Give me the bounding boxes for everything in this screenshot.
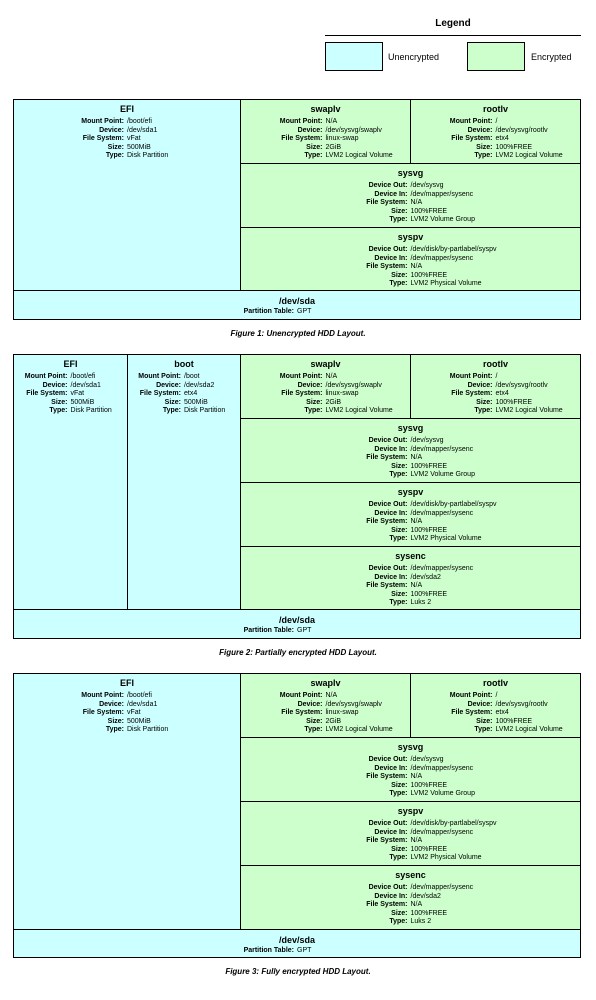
group-title: sysvg: [397, 423, 424, 433]
prop-value: N/A: [325, 118, 338, 125]
prop-key: File System:: [366, 837, 408, 844]
fig2-boot-partition: [127, 354, 241, 610]
prop-key: Device Out:: [368, 501, 408, 508]
prop-key: Mount Point:: [449, 692, 493, 699]
prop-key: Type:: [474, 152, 493, 159]
prop-key: Type:: [389, 599, 408, 606]
legend-swatch-unencrypted: [325, 42, 383, 71]
prop-value: /dev/sda2: [184, 381, 215, 389]
fig1-efi-partition: [13, 99, 241, 291]
prop-key: Mount Point:: [138, 373, 181, 380]
prop-value: LVM2 Logical Volume: [495, 726, 563, 733]
fig3-sysvg-group: [240, 737, 581, 802]
prop-key: Size:: [391, 526, 408, 534]
prop-value: N/A: [325, 373, 338, 380]
prop-key: Type:: [389, 790, 408, 797]
prop-value: N/A: [410, 901, 423, 908]
prop-key: Type:: [474, 407, 493, 414]
prop-value: /dev/mapper/sysenc: [410, 190, 474, 198]
partition-title: EFI: [63, 359, 78, 369]
prop-value: etx4: [495, 135, 509, 142]
fig2-syspv-volume: [240, 482, 581, 547]
fig2-efi-partition: [13, 354, 128, 610]
prop-key: Type:: [389, 918, 408, 925]
prop-key: File System:: [82, 709, 124, 716]
prop-key: Mount Point:: [81, 692, 124, 699]
prop-value: N/A: [410, 518, 423, 525]
prop-value: etx4: [495, 390, 509, 397]
prop-value: N/A: [410, 582, 423, 589]
volume-title: swaplv: [310, 678, 341, 688]
prop-value: 500MiB: [184, 398, 208, 406]
prop-key: File System:: [26, 390, 68, 397]
volume-title: swaplv: [310, 359, 341, 369]
prop-key: Mount Point:: [279, 118, 323, 125]
prop-value: LVM2 Logical Volume: [325, 152, 393, 159]
prop-key: Mount Point:: [449, 373, 493, 380]
prop-value: /dev/sysvg: [410, 437, 444, 444]
prop-value: GPT: [297, 947, 312, 954]
prop-key: Partition Table:: [243, 947, 294, 954]
prop-key: File System:: [366, 263, 408, 270]
prop-key: Device Out:: [368, 884, 408, 891]
prop-value: 100%FREE: [410, 781, 448, 789]
prop-value: LVM2 Volume Group: [410, 790, 475, 797]
prop-key: Device Out:: [368, 820, 408, 827]
prop-key: File System:: [281, 390, 323, 397]
prop-key: Device:: [42, 381, 68, 389]
prop-value: 100%FREE: [410, 909, 448, 917]
prop-value: etx4: [495, 709, 509, 716]
prop-key: File System:: [139, 390, 181, 397]
prop-value: /dev/sda1: [127, 700, 158, 708]
volume-title: syspv: [397, 232, 424, 242]
prop-value: 2GiB: [325, 717, 342, 725]
prop-key: Type:: [389, 854, 408, 861]
prop-key: Device Out:: [368, 565, 408, 572]
prop-value: /: [495, 692, 498, 699]
legend-label-encrypted: Encrypted: [531, 52, 572, 62]
prop-value: 100%FREE: [410, 207, 448, 215]
prop-key: Size:: [391, 781, 408, 789]
prop-key: Type:: [105, 726, 124, 733]
prop-key: Size:: [391, 462, 408, 470]
prop-value: Disk Partition: [127, 726, 169, 733]
prop-value: linux-swap: [325, 709, 359, 716]
prop-value: LVM2 Logical Volume: [325, 407, 393, 414]
prop-value: linux-swap: [325, 390, 359, 397]
prop-key: Size:: [306, 143, 323, 151]
prop-value: /dev/disk/by-partlabel/syspv: [410, 246, 497, 253]
prop-key: File System:: [451, 135, 493, 142]
prop-key: Mount Point:: [279, 692, 323, 699]
prop-value: /boot/efi: [127, 118, 152, 125]
prop-value: 100%FREE: [410, 271, 448, 279]
prop-value: /dev/sysvg: [410, 182, 444, 189]
prop-value: /dev/sysvg/swaplv: [325, 700, 382, 708]
volume-title: rootlv: [482, 359, 508, 369]
fig3-syspv-volume: [240, 801, 581, 866]
legend-divider: [325, 35, 581, 36]
prop-value: 100%FREE: [495, 717, 533, 725]
prop-key: Device:: [99, 700, 124, 708]
prop-key: Device:: [156, 381, 181, 389]
prop-value: vFat: [127, 709, 141, 716]
prop-key: File System:: [281, 135, 323, 142]
fig3-rootlv-volume: [410, 673, 581, 738]
prop-key: Device In:: [374, 764, 408, 772]
prop-key: Size:: [476, 143, 493, 151]
prop-value: 100%FREE: [495, 398, 533, 406]
prop-value: /dev/sda2: [410, 892, 441, 900]
prop-value: /dev/sda1: [70, 381, 101, 389]
prop-key: File System:: [366, 199, 408, 206]
prop-value: /dev/sysvg/swaplv: [325, 126, 382, 134]
prop-key: File System:: [451, 390, 493, 397]
prop-value: LVM2 Physical Volume: [410, 854, 482, 861]
prop-value: /dev/mapper/sysenc: [410, 828, 474, 836]
prop-key: Mount Point:: [449, 118, 493, 125]
prop-key: Size:: [391, 909, 408, 917]
prop-value: /dev/mapper/sysenc: [410, 884, 474, 891]
prop-key: Type:: [162, 407, 181, 414]
volume-title: rootlv: [482, 678, 508, 688]
prop-value: 500MiB: [127, 717, 151, 725]
prop-value: vFat: [70, 390, 85, 397]
prop-key: Device Out:: [368, 437, 408, 444]
prop-value: GPT: [297, 627, 312, 634]
fig2-sysvg-group: [240, 418, 581, 483]
prop-value: etx4: [184, 390, 198, 397]
prop-key: Device:: [467, 700, 493, 708]
prop-key: Type:: [474, 726, 493, 733]
prop-value: /dev/sysvg/swaplv: [325, 381, 382, 389]
prop-value: /dev/mapper/sysenc: [410, 445, 474, 453]
fig3-efi-partition: [13, 673, 241, 930]
prop-key: Partition Table:: [243, 308, 294, 315]
prop-key: Size:: [391, 271, 408, 279]
prop-key: Size:: [164, 398, 181, 406]
prop-value: /dev/sysvg: [410, 756, 444, 763]
fig2-swaplv-volume: [240, 354, 411, 419]
prop-value: N/A: [410, 773, 423, 780]
prop-value: /dev/sysvg/rootlv: [495, 126, 548, 134]
figure-caption: Figure 1: Unencrypted HDD Layout.: [230, 329, 366, 338]
figure-caption: Figure 2: Partially encrypted HDD Layout.: [219, 648, 377, 657]
prop-key: File System:: [366, 454, 408, 461]
prop-value: Disk Partition: [70, 407, 112, 414]
prop-key: Device Out:: [368, 182, 408, 189]
prop-value: /dev/disk/by-partlabel/syspv: [410, 820, 497, 827]
prop-value: 500MiB: [127, 143, 151, 151]
partition-title: EFI: [119, 678, 134, 688]
prop-key: Size:: [391, 590, 408, 598]
prop-key: File System:: [82, 135, 124, 142]
prop-key: Device:: [467, 126, 493, 134]
partition-title: EFI: [119, 104, 134, 114]
prop-key: Mount Point:: [81, 118, 124, 125]
prop-key: Type:: [49, 407, 68, 414]
prop-key: Device In:: [374, 828, 408, 836]
prop-value: N/A: [410, 263, 423, 270]
prop-key: File System:: [366, 518, 408, 525]
prop-key: Device:: [99, 126, 124, 134]
prop-key: Size:: [306, 398, 323, 406]
prop-value: /: [495, 118, 498, 125]
prop-value: LVM2 Physical Volume: [410, 280, 482, 287]
prop-value: LVM2 Volume Group: [410, 216, 475, 223]
volume-title: rootlv: [482, 104, 508, 114]
prop-key: Device In:: [374, 445, 408, 453]
prop-value: /dev/mapper/sysenc: [410, 764, 474, 772]
prop-key: Device In:: [374, 892, 408, 900]
prop-key: Size:: [107, 717, 124, 725]
fig2-rootlv-volume: [410, 354, 581, 419]
volume-title: swaplv: [310, 104, 341, 114]
prop-key: Device Out:: [368, 246, 408, 253]
prop-key: Type:: [304, 152, 323, 159]
prop-value: 100%FREE: [410, 526, 448, 534]
figure-caption: Figure 3: Fully encrypted HDD Layout.: [225, 967, 371, 976]
fig3-sda-disk: [13, 929, 581, 958]
prop-key: Device In:: [374, 254, 408, 262]
prop-value: 2GiB: [325, 143, 342, 151]
fig1-sysvg-group: [240, 163, 581, 228]
prop-key: File System:: [451, 709, 493, 716]
fig2-sysenc-container: [240, 546, 581, 610]
prop-value: 100%FREE: [410, 590, 448, 598]
volume-title: syspv: [397, 806, 424, 816]
prop-value: LVM2 Logical Volume: [325, 726, 393, 733]
prop-value: /dev/mapper/sysenc: [410, 254, 474, 262]
disk-title: /dev/sda: [278, 296, 316, 306]
fig3-sysenc-container: [240, 865, 581, 930]
prop-key: Type:: [389, 471, 408, 478]
prop-value: /dev/sysvg/rootlv: [495, 381, 548, 389]
prop-key: Size:: [51, 398, 68, 406]
prop-value: 100%FREE: [495, 143, 533, 151]
prop-value: 2GiB: [325, 398, 342, 406]
fig1-syspv-volume: [240, 227, 581, 291]
prop-key: Size:: [476, 717, 493, 725]
prop-value: /boot/efi: [127, 692, 152, 699]
prop-key: Size:: [107, 143, 124, 151]
legend-title: Legend: [435, 18, 471, 29]
prop-key: Type:: [304, 726, 323, 733]
prop-value: LVM2 Logical Volume: [495, 407, 563, 414]
prop-value: Disk Partition: [184, 407, 226, 414]
prop-key: Device In:: [374, 509, 408, 517]
prop-key: Mount Point:: [279, 373, 323, 380]
prop-key: Type:: [304, 407, 323, 414]
prop-value: LVM2 Volume Group: [410, 471, 475, 478]
prop-key: File System:: [281, 709, 323, 716]
prop-value: Luks 2: [410, 918, 432, 925]
prop-key: Partition Table:: [243, 627, 294, 634]
prop-value: /dev/mapper/sysenc: [410, 509, 474, 517]
prop-value: /dev/disk/by-partlabel/syspv: [410, 501, 497, 508]
prop-value: LVM2 Logical Volume: [495, 152, 563, 159]
prop-value: 100%FREE: [410, 462, 448, 470]
prop-key: Size:: [391, 845, 408, 853]
prop-value: Disk Partition: [127, 152, 169, 159]
fig1-swaplv-volume: [240, 99, 411, 164]
prop-value: /boot: [184, 373, 200, 380]
group-title: sysvg: [397, 742, 424, 752]
prop-key: Type:: [389, 216, 408, 223]
disk-title: /dev/sda: [278, 615, 316, 625]
group-title: sysvg: [397, 168, 424, 178]
legend-label-unencrypted: Unencrypted: [388, 52, 440, 62]
fig1-rootlv-volume: [410, 99, 581, 164]
container-title: sysenc: [395, 870, 426, 880]
disk-title: /dev/sda: [278, 935, 316, 945]
prop-value: vFat: [127, 135, 141, 142]
prop-key: Device Out:: [368, 756, 408, 763]
prop-key: File System:: [366, 901, 408, 908]
prop-value: LVM2 Physical Volume: [410, 535, 482, 542]
fig1-sda-disk: [13, 290, 581, 320]
prop-key: Size:: [476, 398, 493, 406]
prop-key: Type:: [105, 152, 124, 159]
prop-key: File System:: [366, 582, 408, 589]
prop-value: GPT: [297, 308, 312, 315]
prop-key: Type:: [389, 280, 408, 287]
prop-value: 500MiB: [70, 398, 95, 406]
prop-key: Type:: [389, 535, 408, 542]
fig2-sda-disk: [13, 609, 581, 639]
partition-title: boot: [174, 359, 194, 369]
prop-value: /boot/efi: [70, 373, 96, 380]
prop-value: /: [495, 373, 498, 380]
prop-value: N/A: [325, 692, 338, 699]
prop-value: linux-swap: [325, 135, 359, 142]
prop-key: Size:: [306, 717, 323, 725]
prop-key: Device:: [297, 700, 323, 708]
volume-title: syspv: [397, 487, 424, 497]
prop-value: N/A: [410, 837, 423, 844]
prop-key: Device:: [297, 381, 323, 389]
prop-value: /dev/sda2: [410, 573, 441, 581]
prop-value: /dev/sda1: [127, 126, 158, 134]
prop-key: Device:: [297, 126, 323, 134]
prop-key: Mount Point:: [24, 373, 68, 380]
prop-key: Device In:: [374, 573, 408, 581]
prop-value: N/A: [410, 199, 423, 206]
prop-value: /dev/sysvg/rootlv: [495, 700, 548, 708]
prop-key: File System:: [366, 773, 408, 780]
prop-value: N/A: [410, 454, 423, 461]
prop-key: Size:: [391, 207, 408, 215]
fig3-swaplv-volume: [240, 673, 411, 738]
prop-key: Device:: [467, 381, 493, 389]
prop-value: 100%FREE: [410, 845, 448, 853]
container-title: sysenc: [395, 551, 426, 561]
legend-swatch-encrypted: [467, 42, 525, 71]
prop-value: Luks 2: [410, 599, 432, 606]
prop-value: /dev/mapper/sysenc: [410, 565, 474, 572]
prop-key: Device In:: [374, 190, 408, 198]
